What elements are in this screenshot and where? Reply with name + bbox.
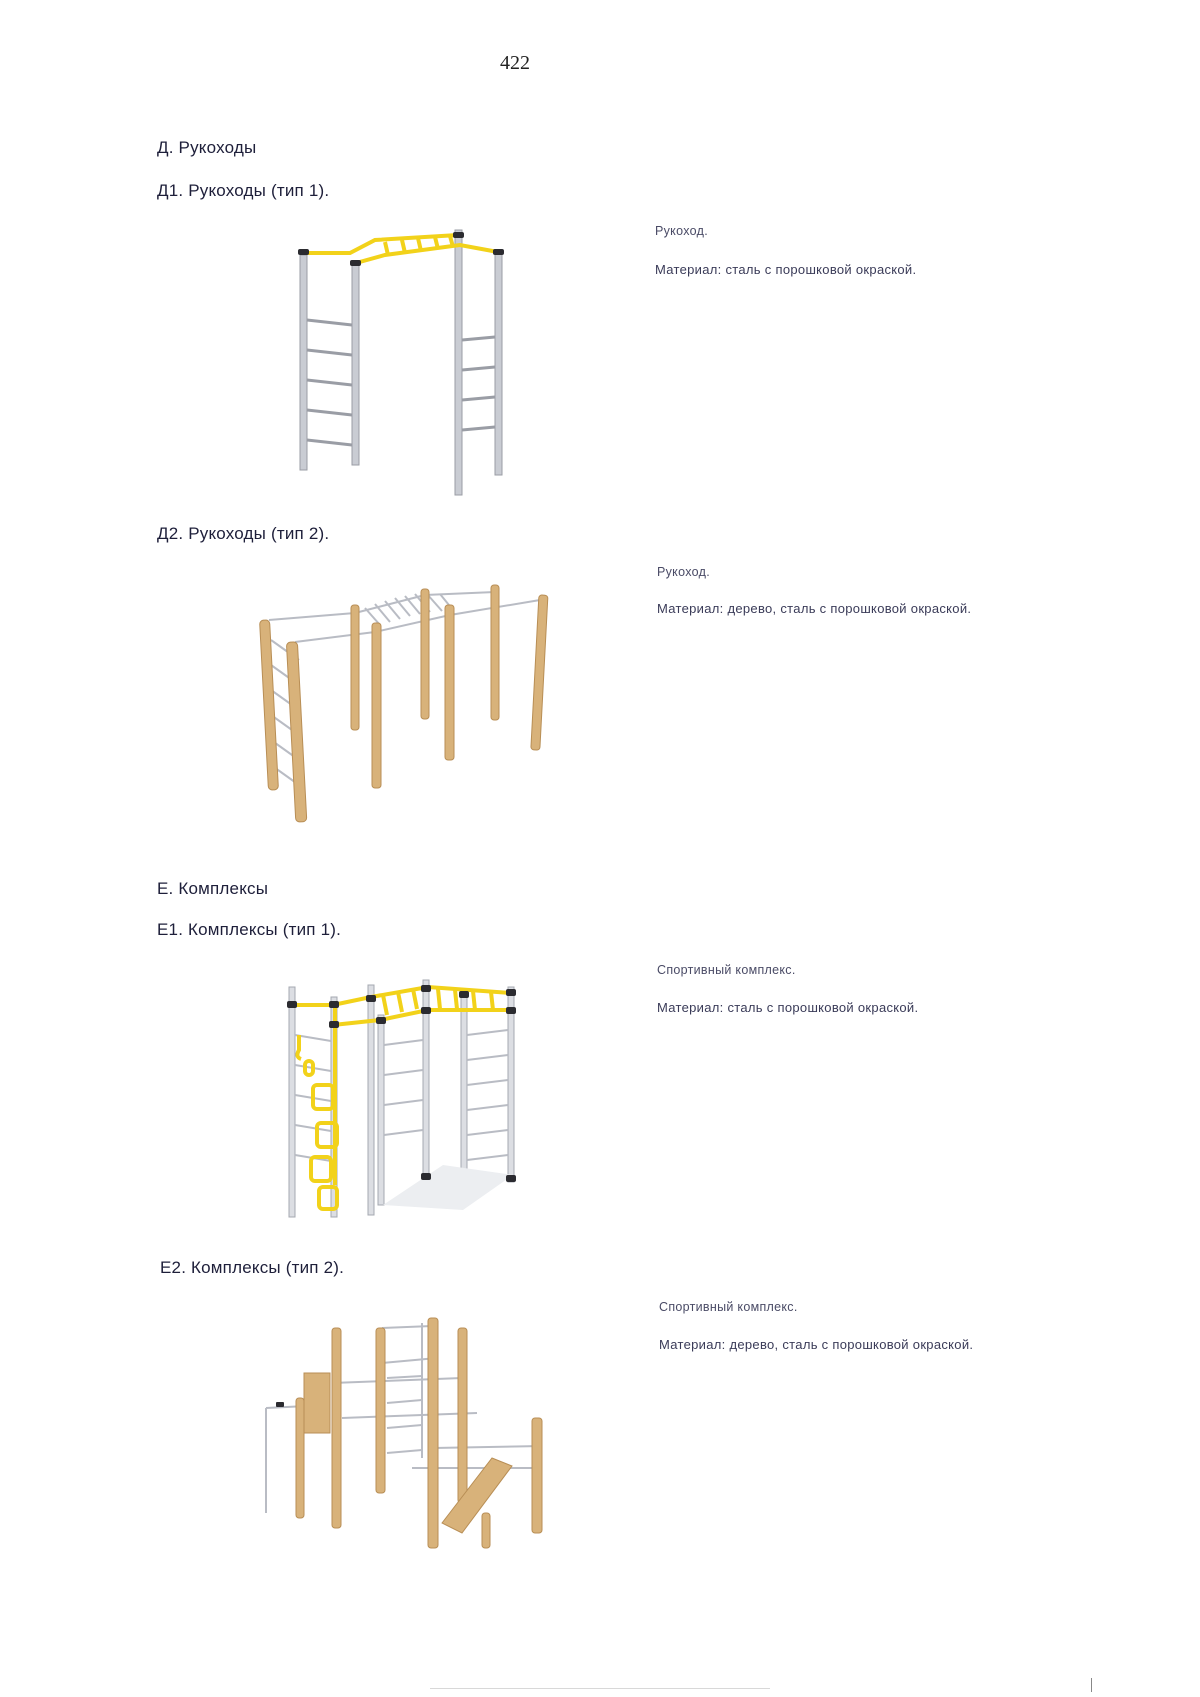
monkey-bars-steel-image <box>290 225 530 500</box>
edge-mark <box>1091 1678 1092 1692</box>
item-title-e1: Спортивный комплекс. <box>657 963 796 977</box>
item-title-d1: Рукоход. <box>655 224 708 238</box>
section-heading-e: Е. Комплексы <box>157 879 269 898</box>
section-heading-d: Д. Рукоходы <box>157 138 257 157</box>
item-material-d1: Материал: сталь с порошковой окраской. <box>655 262 917 277</box>
item-title-e2: Спортивный комплекс. <box>659 1300 798 1314</box>
sports-complex-wood-image <box>262 1318 562 1558</box>
item-heading-e1: Е1. Комплексы (тип 1). <box>157 920 342 939</box>
bottom-rule <box>430 1688 770 1689</box>
page-number: 422 <box>500 52 530 74</box>
item-heading-e2: Е2. Комплексы (тип 2). <box>160 1258 345 1277</box>
item-material-d2: Материал: дерево, сталь с порошковой окраской. <box>657 601 972 616</box>
item-heading-d1: Д1. Рукоходы (тип 1). <box>157 181 330 200</box>
item-material-e1: Материал: сталь с порошковой окраской. <box>657 1000 919 1015</box>
item-material-e2: Материал: дерево, сталь с порошковой окраской. <box>659 1337 974 1352</box>
item-title-d2: Рукоход. <box>657 565 710 579</box>
monkey-bars-wood-image <box>255 580 555 830</box>
item-heading-d2: Д2. Рукоходы (тип 2). <box>157 524 330 543</box>
sports-complex-steel-image <box>283 975 543 1225</box>
